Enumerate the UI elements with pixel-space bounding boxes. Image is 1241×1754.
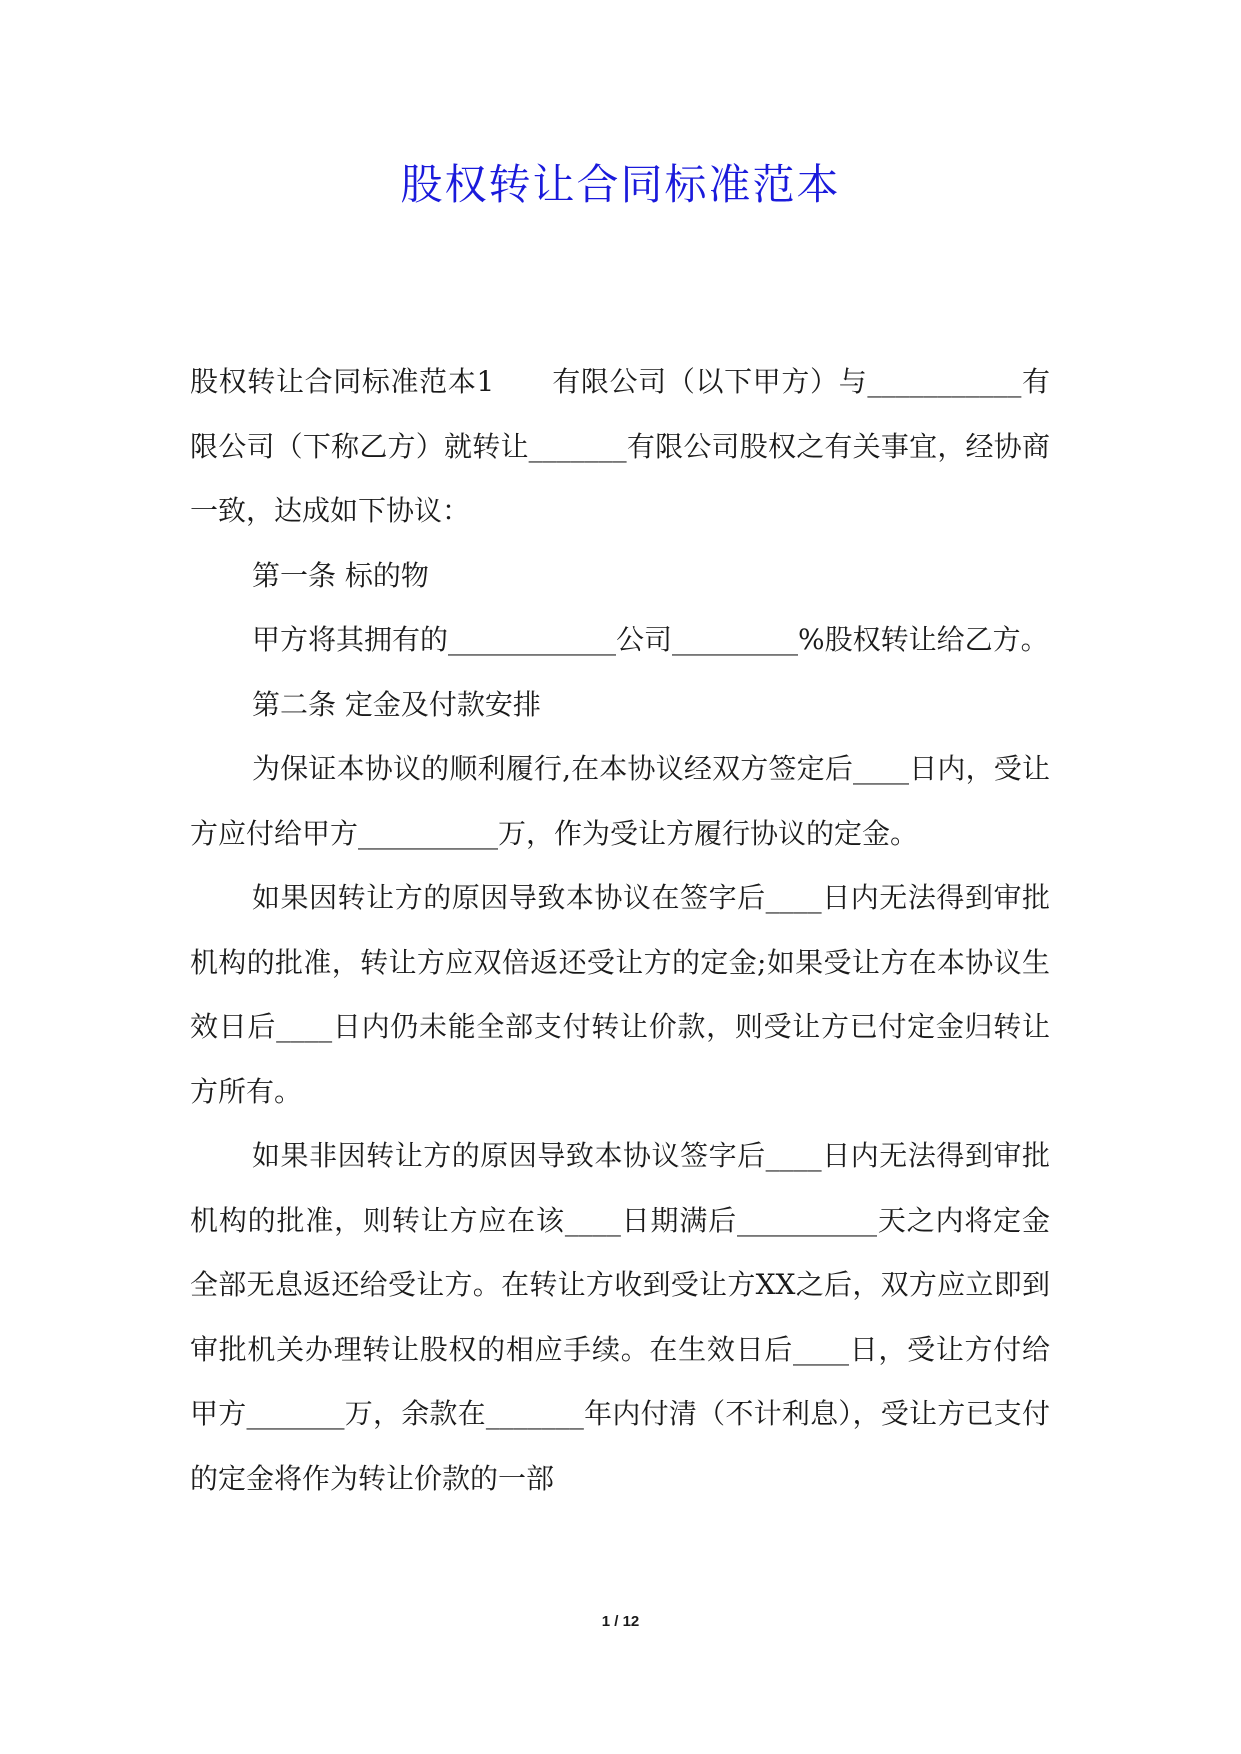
article-2-paragraph-1: 为保证本协议的顺利履行,在本协议经双方签定后____日内，受让方应付给甲方__________万，作为受让方履行协议的定金。 (190, 752, 1050, 850)
article-2-paragraph-2: 如果因转让方的原因导致本协议在签字后____日内无法得到审批机构的批准，转让方应双倍返还受让方的定金;如果受让方在本协议生效日后____日内仍未能全部支付转让价款，则受让方已付定金归转让方所有。 (190, 881, 1050, 1108)
article-1-paragraph: 甲方将其拥有的____________公司_________%股权转让给乙方。 (252, 623, 1049, 656)
article-2-heading: 第二条 定金及付款安排 (252, 687, 541, 721)
document-body (190, 350, 1050, 1511)
intro-paragraph: 股权转让合同标准范本1 有限公司（以下甲方）与___________有限公司（下称乙方）就转让_______有限公司股权之有关事宜，经协商一致，达成如下协议： (190, 365, 1050, 527)
page-title: 股权转让合同标准范本 (400, 160, 841, 209)
article-1-heading: 第一条 标的物 (252, 558, 429, 592)
page-number: 1 / 12 (601, 1613, 640, 1630)
article-2-paragraph-3: 如果非因转让方的原因导致本协议签字后____日内无法得到审批机构的批准，则转让方应在该____日期满后__________天之内将定金全部无息返还给受让方。在转让方收到受让方XX之后，双方应立即到审批机关办理转让股权的相应手续。在生效日后____日，受让方付给甲方_______万，余款在_______年内付清（不计利息），受让方已支付的定金将作为转让价款的一部 (190, 1139, 1050, 1495)
